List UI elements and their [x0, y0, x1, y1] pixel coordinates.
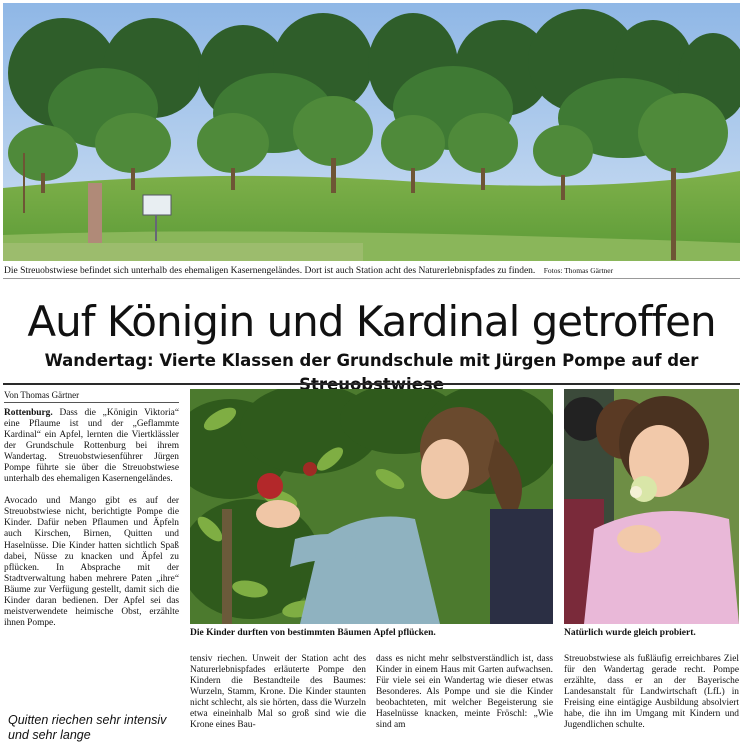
photo-credit: Fotos: Thomas Gärtner: [543, 266, 614, 275]
paragraph-2: Avocado und Mango gibt es auf der Streuobstwiese nicht, berichtigte Pompe die Kinder. Dafür neben Pflaumen und Äpfeln auch Kirschen, Birnen, Quitten und Haselnüsse. Die Kinder hatten sichtlich Spaß dabei, Nüsse zu knacken und Äpfel zu pflücken. In Absprache mit der Stadtverwaltung haben mehrere Paten „ihre“ Bäume zur Verfügung gestellt, damit sich die Kinder daran bedienen. Der Apfel sei das meistverwendete heimische Obst, erzählte ihnen Pompe.: [4, 496, 179, 628]
paragraph-text: Dass die „Königin Viktoria“ eine Pflaume ist und der „Geflammte Kardinal“ ein Apfel, lernten die Viertklässler der Grundschule Rottenburg bei ihrem Wandertag. Streuobstwiesenführer Jürgen Pompe führte sie über die Streuobstwiese unterhalb des ehemaligen Kasernengeländes.: [4, 408, 179, 485]
top-photo-caption: [4, 265, 741, 277]
article-column-4: Streuobstwiese als fußläufig erreichbares Ziel für den Wandertag gerade recht. Pompe erzählte, dass er an der Bayerische Landesanstalt für Landwirtschaft (LfL) in Freising eine eintägige Ausbildung absolviert habe, die ihn im Umgang mit Kindern und Jugendlichen schulte.: [564, 654, 739, 731]
orchard-photo: [3, 3, 740, 261]
tasting-apple-photo: [564, 389, 739, 624]
article-column-1: [4, 408, 179, 629]
article-column-3: dass es nicht mehr selbstverständlich ist, dass Kinder in einem Haus mit Garten aufwachsen. Für viele sei ein Wandertag wie dieser etwas Besonderes. Als Pompe und sie die Kinder beobachteten, mit welcher Begeisterung sie Haselnüsse knacken, meinte Fröschl: „Wie sind am: [376, 654, 553, 731]
section-subheading: Quitten riechen sehr intensiv und sehr lange: [8, 713, 167, 742]
byline-rule: [4, 402, 179, 403]
headline-rule: [3, 383, 740, 385]
right-photo-caption: Natürlich wurde gleich probiert.: [564, 628, 696, 638]
paragraph-1: [4, 408, 179, 485]
middle-photo-caption: Die Kinder durften von bestimmten Bäumen Äpfel pflücken.: [190, 628, 436, 638]
byline: Von Thomas Gärtner: [4, 390, 80, 400]
article-column-2: tensiv riechen. Unweit der Station acht des Naturerlebnispfades erläuterte Pompe den Kindern die Bestandteile des Baumes: Wurzeln, Stamm, Krone. Die Kinder staunten nicht schlecht, als sie hörten, dass die Wurzeln etwa eineinhalb Mal so groß sind wie die Krone eines Bau-: [190, 654, 366, 731]
headline: Auf Königin und Kardinal getroffen: [27, 297, 716, 346]
dateline: Rottenburg.: [4, 408, 53, 418]
apple-picking-photo: [190, 389, 553, 624]
subheadline: Wandertag: Vierte Klassen der Grundschule mit Jürgen Pompe auf der: [44, 351, 699, 370]
caption-text: Die Streuobstwiese befindet sich unterhalb des ehemaligen Kasernengeländes. Dort ist auch Station acht des Naturerlebnispfades zu finden.: [4, 266, 536, 276]
divider: [3, 278, 740, 279]
